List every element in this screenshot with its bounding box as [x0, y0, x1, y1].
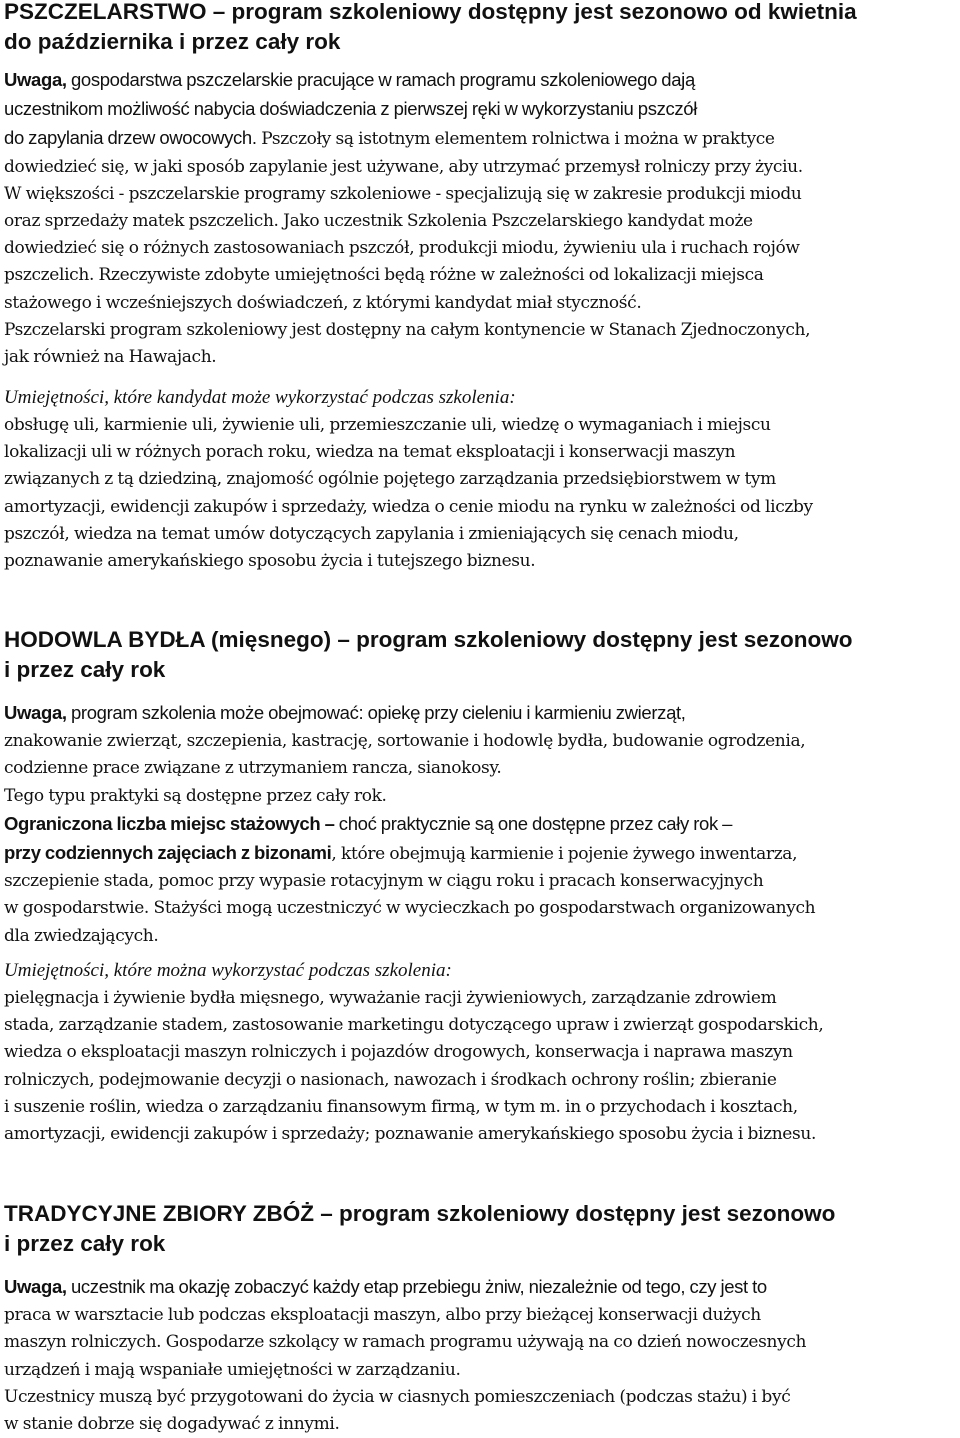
section-title-bold: TRADYCYJNE ZBIORY ZBÓŻ – program szkoleniowy — [4, 1201, 570, 1226]
section-title-cattle: HODOWLA BYDŁA (mięsnego) – program szkoleniowy dostępny jest sezonowo i przez cały rok — [4, 627, 853, 682]
section-cattle — [4, 625, 956, 685]
skills-heading: Umiejętności, które kandydat może wykorzystać podczas szkolenia: — [4, 387, 516, 408]
beekeeping-skills — [4, 384, 956, 575]
harvest-intro-paragraph: Uwaga, uczestnik ma okazję zobaczyć każdy etap przebiegu żniw, niezależnie od tego, czy jest to praca w warsztacie lub podczas eksploatacji maszyn, albo przy bieżącej konserwacji dużych maszyn rolniczych. Gospodarze szkolący w ramach programu używają na co dzień nowoczesnych urządzeń i mają wspaniałe umiejętności w zarządzaniu. Uczestnicy muszą być przygotowani do życia w ciasnych pomieszczeniach (podczas stażu) i być w stanie dobrze się dogadywać z innymi. — [4, 1276, 807, 1435]
skills-heading: Umiejętności, które można wykorzystać podczas szkolenia: — [4, 960, 452, 981]
cattle-intro-paragraph: Uwaga, program szkolenia może obejmować: opiekę przy cieleniu i karmieniu zwierząt, znakowanie zwierząt, szczepienia, kastrację, sortowanie i hodowlę bydła, budowanie ogrodzenia, codzienne prace związane z utrzymaniem rancza, sianokosy. Tego typu praktyki są dostępne przez cały rok. Ograniczona liczba miejsc stażowych – choć praktycznie są one dostępne przez cały rok – przy codziennych zajęciach z bizonami, które obejmują karmienie i pojenie żywego inwentarza, szczepienie stada, pomoc przy wypasie rotacyjnym w ciągu roku i pracach konserwacyjnych w gospodarstwie. Stażyści mogą uczestniczyć w wycieczkach po gospodarstwach organizowanych dla zwiedzających. — [4, 702, 816, 946]
section-title-beekeeping: PSZCZELARSTWO – program szkoleniowy dostępny jest sezonowo od kwietnia do października i przez cały rok — [4, 0, 857, 54]
cattle-skills — [4, 957, 956, 1148]
section-title-harvest: TRADYCYJNE ZBIORY ZBÓŻ – program szkoleniowy dostępny jest sezonowo i przez cały rok — [4, 1201, 836, 1256]
skills-list: pielęgnacja i żywienie bydła mięsnego, wyważanie racji żywieniowych, zarządzanie zdrowiem stada, zarządzanie stadem, zastosowanie marketingu dotyczącego upraw i zwierząt gospodarskich, wiedza o eksploatacji maszyn rolniczych i pojazdów drogowych, konserwacja i naprawa maszyn rolniczych, podejmowanie decyzji o nasionach, nawozach i środkach ochrony roślin; zbieranie i suszenie roślin, wiedza o zarządzaniu finansowym firmą, w tym m. in o przychodach i kosztach, amortyzacji, ewidencji zakupów i sprzedaży; poznawanie amerykańskiego sposobu życia i biznesu. — [4, 988, 824, 1145]
beekeeping-intro-paragraph: Uwaga, gospodarstwa pszczelarskie pracujące w ramach programu szkoleniowego dają uczestnikom możliwość nabycia doświadczenia z pierwszej ręki w wykorzystaniu pszczół do zapylania drzew owocowych. Pszczoły są istotnym elementem rolnictwa i można w praktyce dowiedzieć się, w jaki sposób zapylanie jest używane, aby utrzymać przemysł rolniczy przy życiu. W większości - pszczelarskie programy szkoleniowe - specjalizują się w zakresie produkcji miodu oraz sprzedaży matek pszczelich. Jako uczestnik Szkolenia Pszczelarskiego kandydat może dowiedzieć się o różnych zastosowaniach pszczół, produkcji miodu, żywieniu ula i ruchach rojów pszczelich. Rzeczywiste zdobyte umiejętności będą różne w zależności od lokalizacji miejsca stażowego i wcześniejszych doświadczeń, z którymi kandydat miał styczność. Pszczelarski program szkoleniowy jest dostępny na całym kontynencie w Stanach Zjednoczonych, jak również na Hawajach. — [4, 69, 811, 368]
section-title-bold: PSZCZELARSTWO – program szkoleniowy — [4, 0, 462, 24]
section-title-bold: HODOWLA BYDŁA (mięsnego) – program szkoleniowy — [4, 627, 587, 652]
section-beekeeping — [4, 0, 956, 57]
skills-list: obsługę uli, karmienie uli, żywienie uli, przemieszczanie uli, wiedzę o wymaganiach i miejscu lokalizacji uli w różnych porach roku, wiedza na temat eksploatacji i konserwacji maszyn związanych z tą dziedziną, znajomość ogólnie pojętego zarządzania przedsiębiorstwem w tym amortyzacji, ewidencji zakupów i sprzedaży, wiedza o cenie miodu na rynku w zależności od liczby pszczół, wiedza na temat umów dotyczących zapylania i zmieniających się cenach miodu, poznawanie amerykańskiego sposobu życia i tutejszego biznesu. — [4, 415, 813, 572]
section-harvest — [4, 1199, 956, 1259]
